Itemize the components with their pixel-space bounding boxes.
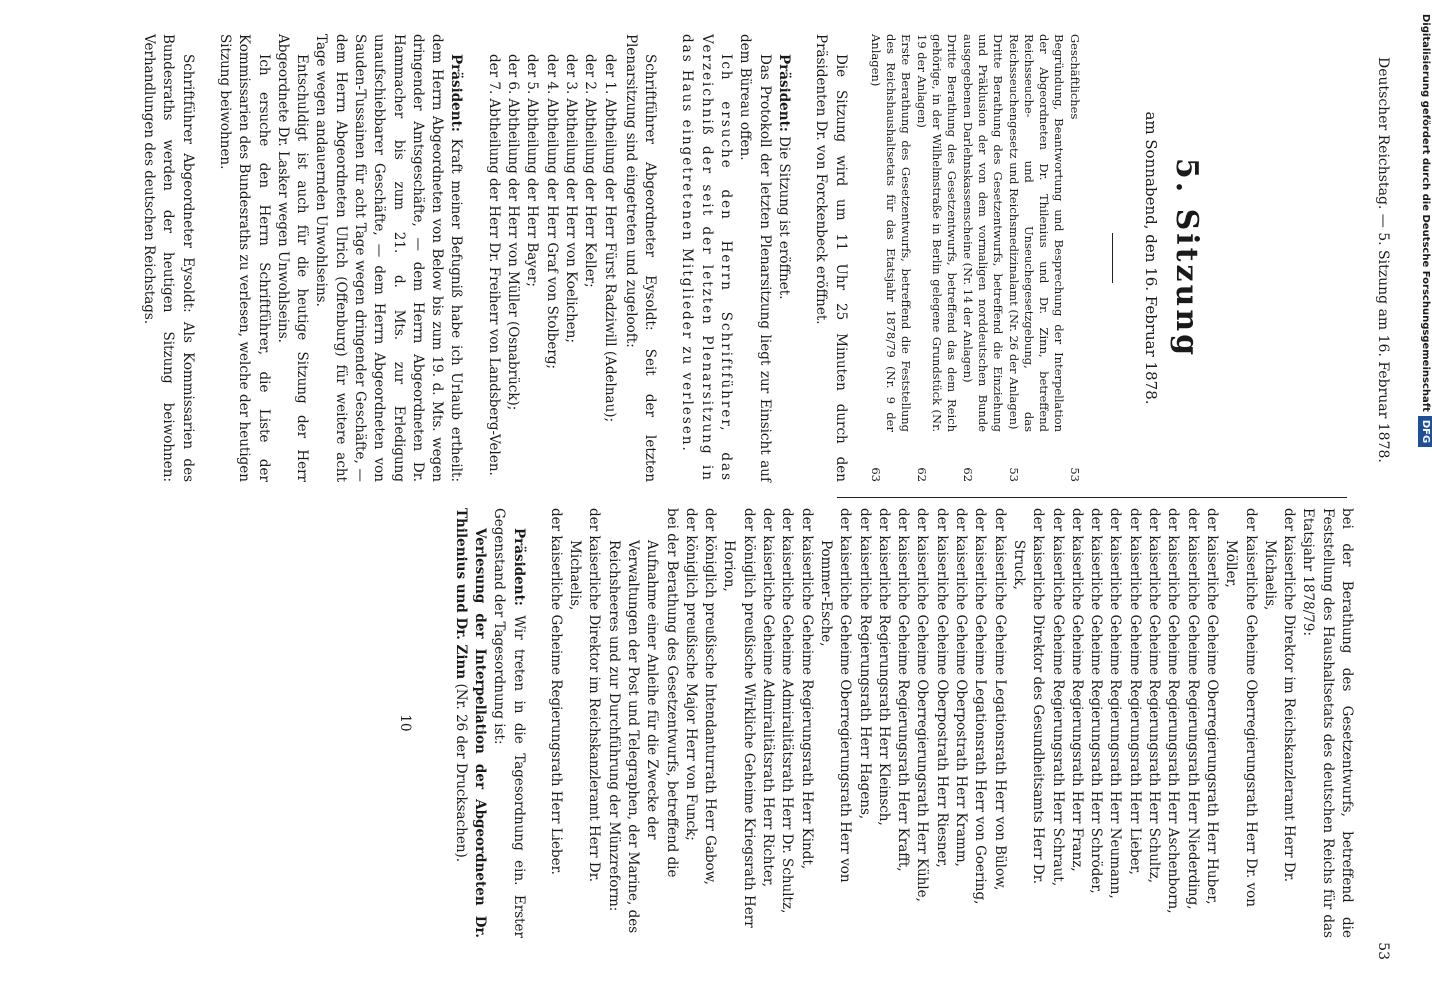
statement-text: Kraft meiner Befugniß habe ich Urlaub ertheilt: dem Herrn Abgeordneten von Below bis zum 19. d. Mts. wegen dringender Amtsgeschäfte, — dem Herrn Abgeordneten Dr. Hammacher bis zum 21. d. Mts. zur Erledigung unaufschiebbarer Geschäfte, — dem Herrn Abgeordneten von Sauden-Tussainen für acht Tage wegen dringender Geschäfte, — dem Herrn Abgeordneten Ulrich (Offenburg) für weitere acht Tage wegen andauernden Unwohlseins. (313, 34, 465, 482)
toc-item (1005, 34, 1066, 482)
opening-paragraph: Die Sitzung wird um 11 Uhr 25 Minuten durch den Präsidenten Dr. von Forckenbeck eröffnet. (813, 34, 849, 482)
list-item: der kaiserliche Regierungsrath Herr Hagens, (856, 508, 873, 820)
title-separator (1112, 233, 1113, 283)
list-item: der kaiserliche Geheime Oberregierungsrath Herr von Pommer-Esche, (817, 508, 854, 883)
list-item: der kaiserliche Geheime Legationsrath Herr von Bülow, (991, 508, 1008, 891)
statement-paragraph: Ich ersuche den Herrn Schriftführer, die Liste der Kommissarien des Bundesraths zu verlesen, welche der heutigen Sitzung beiwohnen. (216, 34, 272, 482)
statement-paragraph: Das Protokoll der letzten Plenarsitzung liegt zur Einsicht auf dem Büreau offen. (737, 34, 773, 482)
list-item: der kaiserliche Direktor im Reichskanzleramt Herr Dr. Michaelis, (567, 508, 603, 882)
agenda-item-title: Verlesung der Interpellation der Abgeordneten Dr. Thilenius und Dr. Zinn (452, 508, 488, 938)
toc-item-text: Dritte Berathung des Gesetzentwurfs, betreffend die Einziehung und Präklusion der von dem vormaligen norddeutschen Bunde ausgegebenen Darlehnskassenscheine (Nr. 14 der Anlagen) (960, 34, 1006, 432)
speaker-name: Schriftführer Abgeordneter Eysoldt: (642, 54, 659, 331)
president-statement (774, 34, 793, 482)
list-item: der kaiserliche Regierungsrath Herr Kleinsch, (875, 508, 892, 826)
toc-item (868, 34, 914, 482)
list-item: der königlich preußische Wirkliche Geheime Kriegsrath Herr Horion, (721, 508, 757, 928)
toc-item-page: 62 (914, 467, 929, 482)
list-item: der kaiserliche Geheime Regierungsrath Herr Aschenborn, (1165, 508, 1182, 914)
commissioner-list (546, 508, 1299, 938)
list-item: der 3. Abtheilung der Herr von Koelichen; (562, 54, 579, 344)
list-item: der kaiserliche Geheime Oberregierungsrath Herr Huber, (1203, 508, 1220, 905)
list-item: der kaiserliche Geheime Regierungsrath Herr Neumann, (1107, 508, 1124, 899)
running-head (1370, 22, 1392, 980)
toc-item (959, 34, 1005, 482)
statement-text: Als Kommissarien des Bundesraths werden der heutigen Sitzung beiwohnen: Verhandlungen des deutschen Reichstags. (141, 34, 196, 482)
list-item: der 7. Abtheilung der Herr Dr. Freiherr von Landsberg-Velen. (485, 54, 502, 476)
stamp-text: Digitalisierung gefördert durch die Deutsche Forschungsgemeinschaft (1420, 14, 1431, 412)
list-item: der kaiserliche Geheime Regierungsrath Herr Krafft, (895, 508, 912, 872)
list-item: der kaiserliche Geheime Regierungsrath Herr Kindt, (798, 508, 815, 870)
list-item: der königlich preußische Intendanturrath Herr Gabow, (702, 508, 719, 885)
list-item: der kaiserliche Geheime Regierungsrath Herr Lieber, (1126, 508, 1143, 875)
list-item: der 6. Abtheilung der Herr von Müller (Osnabrück); (505, 54, 522, 411)
table-of-contents (868, 34, 1082, 482)
list-item: der königlich preußische Major Herr von Funck; (682, 508, 699, 841)
toc-item-page: 63 (868, 467, 883, 482)
list-item: der kaiserliche Direktor des Gesundheitsamts Herr Dr. Struck, (1010, 508, 1047, 885)
session-date: am Sonnabend, den 16. Februar 1878. (1142, 111, 1160, 405)
member-assignment-list (484, 54, 619, 482)
statement-paragraph: Entschuldigt ist auch für die heutige Sitzung der Herr Abgeordnete Dr. Lasker wegen Unwohlseins. (274, 34, 311, 482)
secretary-statement (621, 34, 660, 482)
statement-paragraph: Ich ersuche den Herrn Schriftführer, das Verzeichniß der seit der letzten Plenarsitzung in das Haus eingetretenen Mitglieder zu verlesen. (679, 34, 735, 482)
list-item: der 5. Abtheilung der Herr Bayer; (524, 54, 541, 287)
president-statement (489, 508, 528, 938)
list-item: der 2. Abtheilung der Herr Keller; (582, 54, 599, 288)
statement-text: Die Sitzung ist eröffnet. (775, 136, 792, 300)
list-item: bei der Berathung des Gesetzentwurfs, betreffend die Aufnahme einer Anleihe für die Zwecke der Verwaltungen der Post und Telegraphen, der Marine, des Reichsheeres und zur Durchführung der Münzreform: (605, 508, 680, 934)
toc-item (1066, 34, 1081, 482)
toc-item-text: Dritte Berathung des Gesetzentwurfs, betreffend das dem Reich gehörige, in der Wilhelmstraße in Berlin gelegene Grundstück (Nr. 19 der Anlagen) (914, 34, 960, 432)
left-column (0, 34, 1356, 482)
list-item: der kaiserliche Geheime Regierungsrath Herr Schraut, (1049, 508, 1066, 887)
list-item: der 4. Abtheilung der Herr Graf von Stolberg; (543, 54, 560, 370)
statement-text: Wir treten in die Tagesordnung ein. Erster Gegenstand der Tagesordnung ist: (491, 508, 527, 938)
toc-item-text: Geschäftliches (1067, 34, 1082, 120)
dfg-logo: DFG (1418, 416, 1432, 447)
list-item: der kaiserliche Direktor im Reichskanzleramt Herr Dr. Michaelis, (1261, 508, 1298, 882)
list-item: der kaiserliche Geheime Oberpostrath Herr Riesner, (933, 508, 950, 868)
list-item: der kaiserliche Geheime Legationsrath Herr von Goering, (972, 508, 989, 905)
running-head-page-number: 53 (1375, 942, 1391, 960)
list-item: der kaiserliche Geheime Regierungsrath Herr Lieber. (547, 508, 564, 875)
agenda-item-reference: (Nr. 26 der Drucksachen). (452, 683, 469, 863)
secretary-statement (139, 34, 197, 482)
list-item: der kaiserliche Geheime Admiralitätsrath Herr Dr. Schultz, (779, 508, 796, 914)
right-intro-paragraph: bei der Berathung des Gesetzentwurfs, betreffend die Feststellung des Haushaltsetats des deutschen Reichs für das Etatsjahr 1878/79: (1300, 508, 1355, 938)
toc-item-text: Begründung, Beantwortung und Besprechung der Interpellation der Abgeordneten Dr. Thilenius und Dr. Zinn, betreffend Reichsseuche- und Unseuchegesetzgebung, das Reichsseuchengesetz und Reichsmedizinalamt (Nr. 26 der Anlagen) (1006, 34, 1067, 432)
session-title: 5. Sitzung (1169, 157, 1204, 359)
list-item: der kaiserliche Geheime Oberpostrath Herr Kramm, (953, 508, 970, 867)
list-item: der kaiserliche Geheime Regierungsrath Herr Schultz, (1146, 508, 1163, 884)
statement-text: Seit der letzten Plenarsitzung sind eingetreten und zugelooft: (622, 34, 659, 483)
toc-item-page: 62 (960, 467, 975, 482)
column-divider (837, 497, 1347, 498)
speaker-name: Präsident: (448, 54, 465, 132)
list-item: der kaiserliche Geheime Oberregierungsrath Herr Dr. von Möller, (1223, 508, 1259, 907)
speaker-name: Schriftführer Abgeordneter Eysoldt: (179, 54, 196, 313)
list-item: der kaiserliche Geheime Regierungsrath Herr Niederding, (1184, 508, 1201, 910)
list-item: der kaiserliche Geheime Regierungsrath Herr Schröder, (1088, 508, 1105, 894)
speaker-name: Präsident: (775, 54, 792, 132)
agenda-item (450, 508, 489, 938)
toc-item-page: 53 (1067, 467, 1082, 482)
list-item: der kaiserliche Geheime Regierungsrath Herr Franz, (1068, 508, 1085, 872)
toc-item (913, 34, 959, 482)
signature-number: 10 (397, 714, 414, 732)
list-item: der kaiserliche Geheime Oberregierungsrath Herr Kühle, (914, 508, 931, 902)
speaker-name: Präsident: (510, 528, 527, 606)
digitization-stamp (1418, 14, 1432, 580)
toc-item-text: Erste Berathung des Gesetzentwurfs, betreffend die Feststellung des Reichshaushaltsetats für das Etatsjahr 1878/79 (Nr. 9 der Anlagen) (868, 34, 914, 432)
list-item: der 1. Abtheilung der Herr Fürst Radziwill (Adelnau); (601, 54, 618, 423)
list-item: der kaiserliche Geheime Admiralitätsrath Herr Richter, (760, 508, 777, 888)
toc-item-page: 53 (1006, 467, 1021, 482)
president-statement (311, 34, 465, 482)
running-head-title: Deutscher Reichstag. — 5. Sitzung am 16. Februar 1878. (1375, 57, 1391, 463)
right-column (0, 508, 1356, 938)
